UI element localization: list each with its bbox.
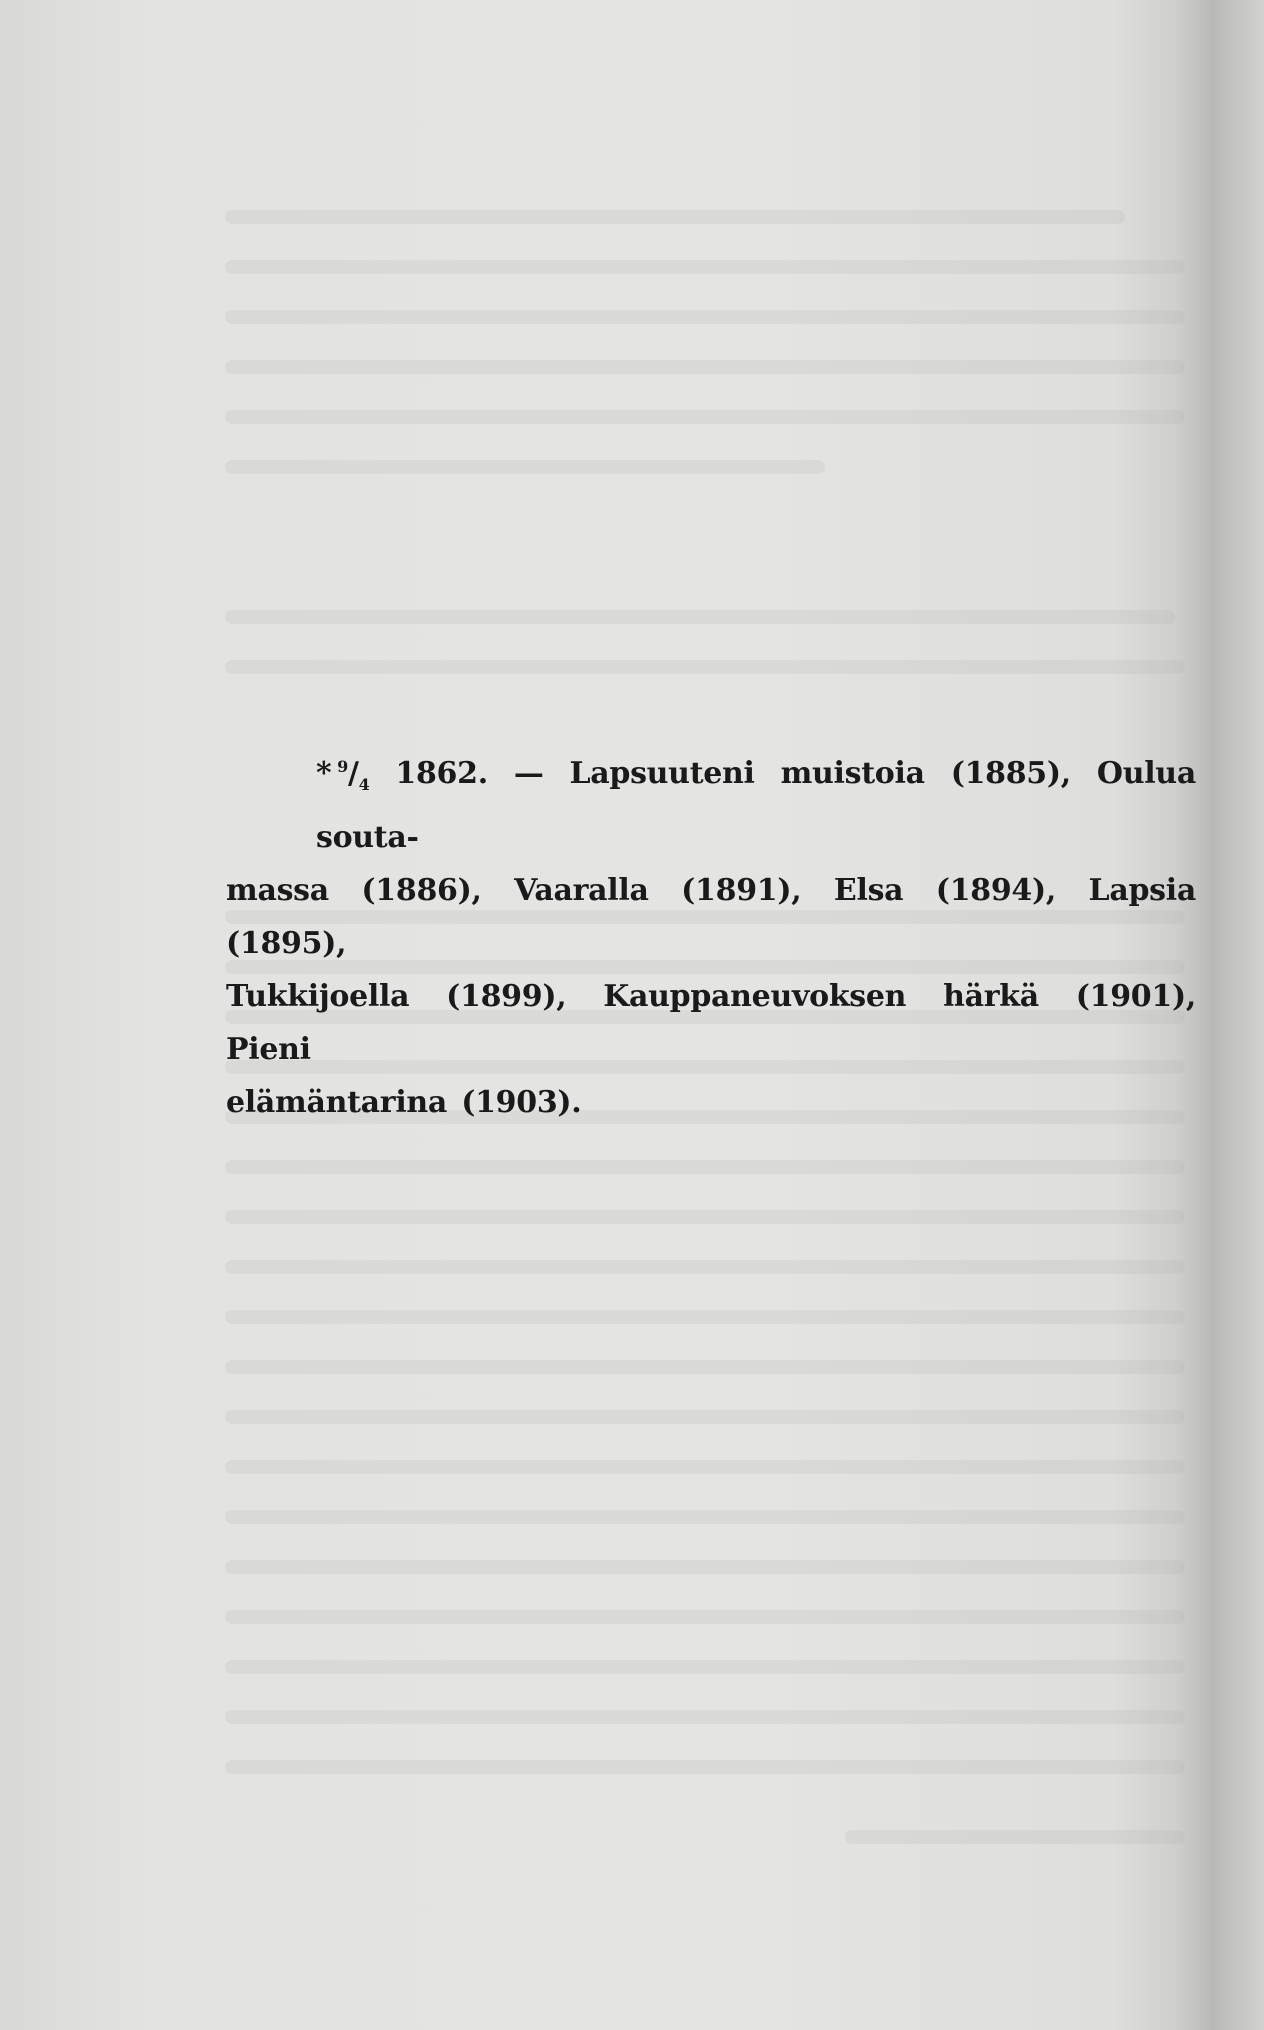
entry-line-1 [226,740,1196,864]
biography-entry [226,740,1196,1129]
entry-line-4: elämäntarina (1903). [226,1085,582,1120]
entry-line-2: massa (1886), Vaaralla (1891), Elsa (1894), Lapsia (1895), [226,873,1196,961]
birth-marker: * [316,756,332,791]
entry-dash: — [513,756,544,791]
birth-date-fraction: $^9/_4$ [337,756,370,794]
birth-year: 1862. [395,756,488,791]
birth-day: 9 [337,757,348,776]
birth-month: 4 [358,775,370,794]
entry-line-3: Tukkijoella (1899), Kauppaneuvoksen härkä (1901), Pieni [226,979,1196,1067]
entry-line-1-text: Lapsuuteni muistoia (1885), Oulua souta- [316,756,1196,855]
